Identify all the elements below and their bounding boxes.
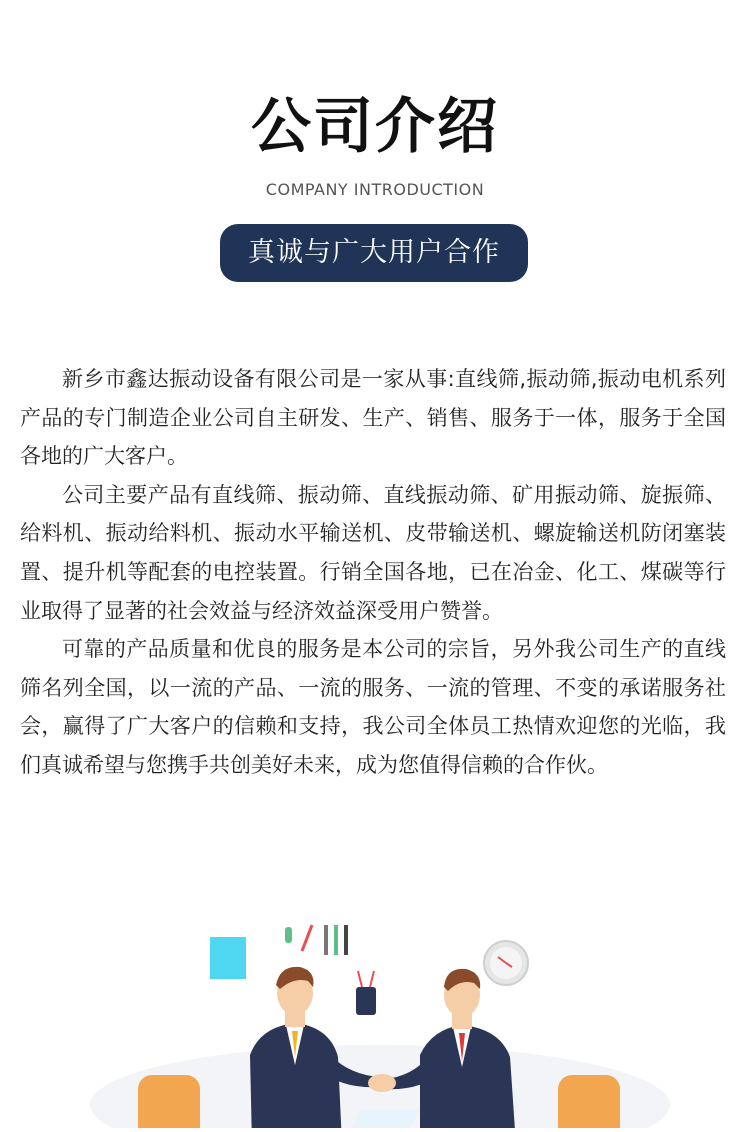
intro-paragraph: 可靠的产品质量和优良的服务是本公司的宗旨，另外我公司生产的直线筛名列全国，以一流的产品、一流的服务、一流的管理、不变的承诺服务社会，赢得了广大客户的信赖和支持，我公司全体员工热情欢迎您的光临，我们真诚希望与您携手共创美好未来，成为您值得信赖的合作伙。 <box>20 637 726 777</box>
intro-paragraph: 公司主要产品有直线筛、振动筛、直线振动筛、矿用振动筛、旋振筛、给料机、振动给料机、振动水平输送机、皮带输送机、螺旋输送机防闭塞装置、提升机等配套的电控装置。行销全国各地，已在冶金、化工、煤碳等行业取得了显著的社会效益与经济效益深受用户赞誉。 <box>20 482 726 623</box>
chair-right <box>558 1075 620 1128</box>
intro-text <box>20 360 726 785</box>
handshake-icon <box>368 1074 396 1092</box>
intro-paragraph: 新乡市鑫达振动设备有限公司是一家从事:直线筛,振动筛,振动电机系列产品的专门制造企业公司自主研发、生产、销售、服务于一体，服务于全国各地的广大客户。 <box>20 367 726 469</box>
banner-pill: 真诚与广大用户合作 <box>220 224 528 282</box>
sticky-note-icon <box>210 937 246 979</box>
handshake-illustration <box>80 905 680 1128</box>
chair-left <box>138 1075 200 1128</box>
wall-clock-icon <box>484 941 528 985</box>
page-subtitle: COMPANY INTRODUCTION <box>265 180 485 199</box>
page-title: 公司介绍 <box>251 92 499 162</box>
